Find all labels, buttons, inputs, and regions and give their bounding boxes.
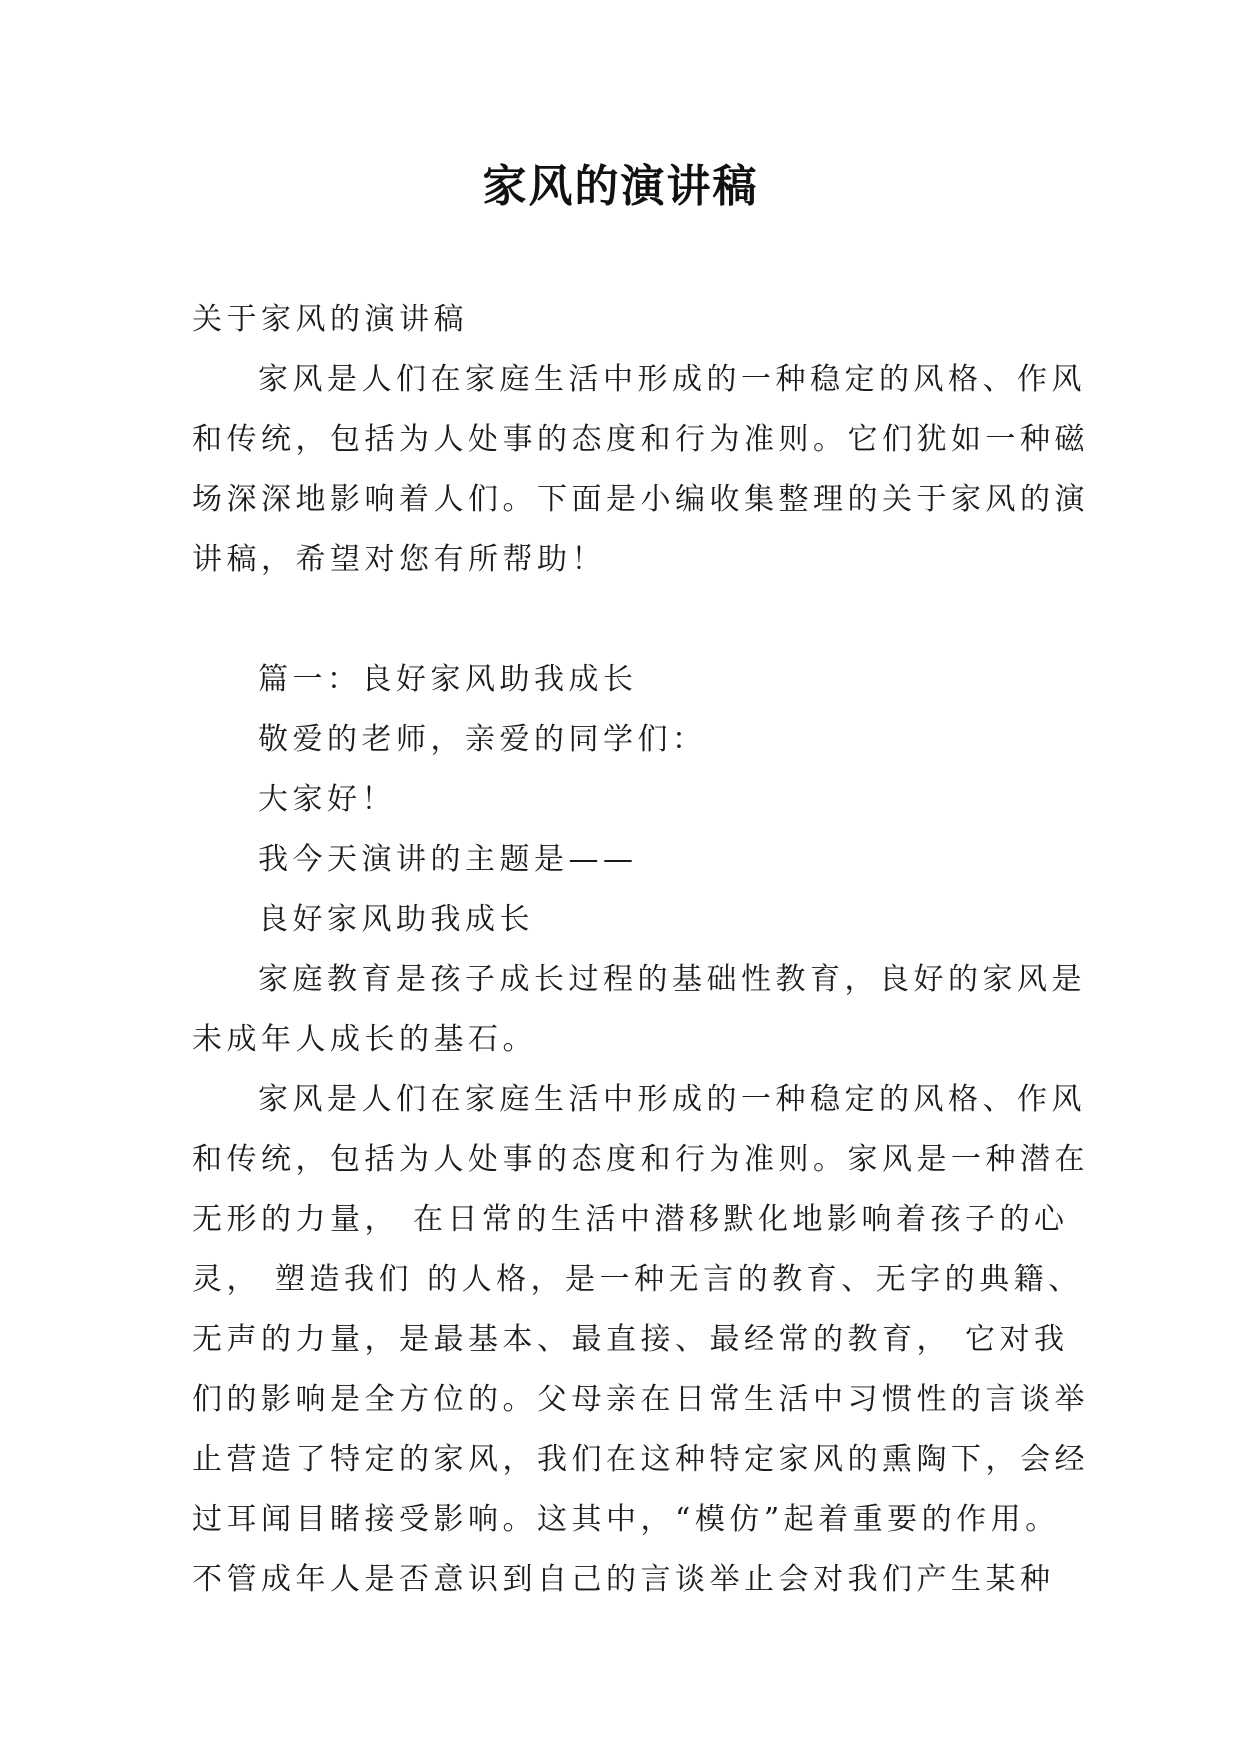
paragraph-salutation bbox=[192, 710, 1052, 770]
text-line: 大家好！ bbox=[258, 782, 396, 817]
paragraph-intro-heading bbox=[192, 290, 1052, 350]
text-line: 场深深地影响着人们。下面是小编收集整理的关于家风的演 bbox=[192, 482, 1089, 517]
document-body bbox=[192, 290, 1089, 1610]
paragraph-topic bbox=[192, 890, 1052, 950]
paragraph-section-heading bbox=[192, 650, 1052, 710]
text-line: 家庭教育是孩子成长过程的基础性教育，良好的家风是 bbox=[258, 962, 1086, 997]
paragraph-spacer bbox=[192, 590, 1052, 650]
text-line: 讲稿，希望对您有所帮助！ bbox=[192, 542, 606, 577]
text-line: 止营造了特定的家风，我们在这种特定家风的熏陶下，会经 bbox=[192, 1442, 1089, 1477]
text-line: 敬爱的老师，亲爱的同学们： bbox=[258, 722, 707, 757]
text-line: 家风是人们在家庭生活中形成的一种稳定的风格、作风 bbox=[258, 362, 1086, 397]
document-title: 家风的演讲稿 bbox=[482, 161, 759, 212]
paragraph-summary bbox=[192, 350, 1089, 590]
text-line: 良好家风助我成长 bbox=[258, 902, 534, 937]
text-line: 过耳闻目睹接受影响。这其中，“模仿”起着重要的作用。 bbox=[192, 1502, 1060, 1537]
text-line: 灵， 塑造我们 的人格，是一种无言的教育、无字的典籍、 bbox=[192, 1262, 1083, 1297]
paragraph-body-2 bbox=[192, 1070, 1089, 1610]
paragraph-greeting bbox=[192, 770, 1052, 830]
paragraph-topic-intro bbox=[192, 830, 1052, 890]
text-line: 无形的力量， 在日常的生活中潜移默化地影响着孩子的心 bbox=[192, 1202, 1069, 1237]
text-line: 无声的力量，是最基本、最直接、最经常的教育， 它对我 bbox=[192, 1322, 1069, 1357]
text-line: 关于家风的演讲稿 bbox=[192, 302, 468, 337]
text-line: 们的影响是全方位的。父母亲在日常生活中习惯性的言谈举 bbox=[192, 1382, 1089, 1417]
text-line: 我今天演讲的主题是—— bbox=[258, 842, 638, 877]
text-line: 未成年人成长的基石。 bbox=[192, 1022, 537, 1057]
text-line: 篇一：良好家风助我成长 bbox=[258, 662, 638, 697]
text-line: 和传统，包括为人处事的态度和行为准则。家风是一种潜在 bbox=[192, 1142, 1089, 1177]
text-line: 不管成年人是否意识到自己的言谈举止会对我们产生某种 bbox=[192, 1562, 1055, 1597]
paragraph-body-1 bbox=[192, 950, 1086, 1070]
text-line: 和传统，包括为人处事的态度和行为准则。它们犹如一种磁 bbox=[192, 422, 1089, 457]
text-line: 家风是人们在家庭生活中形成的一种稳定的风格、作风 bbox=[258, 1082, 1086, 1117]
